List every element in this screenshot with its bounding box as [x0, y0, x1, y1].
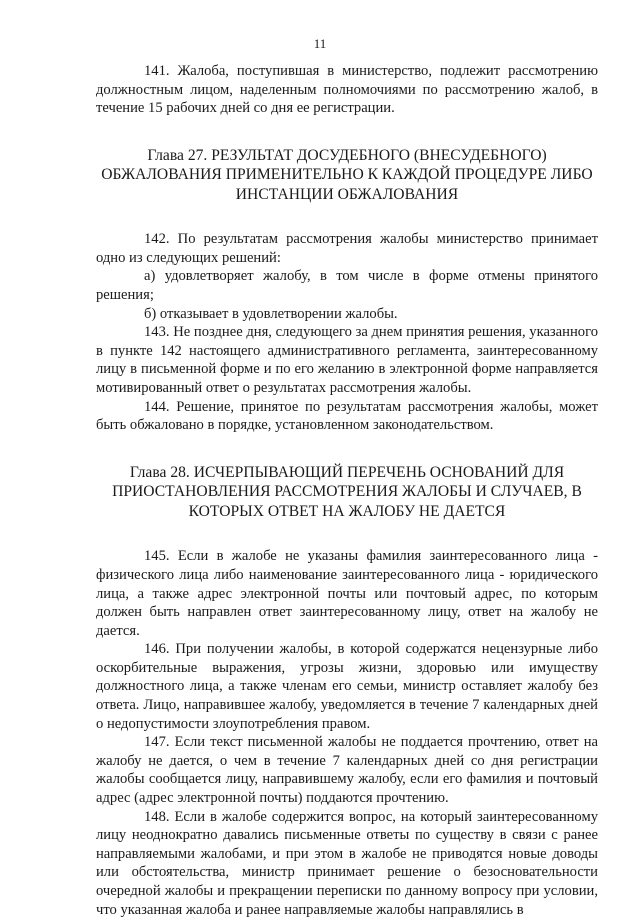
paragraph-142-a: а) удовлетворяет жалобу, в том числе в форме отмены принятого решения;	[96, 268, 598, 304]
paragraph-143: 143. Не позднее дня, следующего за днем принятия решения, указанного в пункте 142 настоящего административного регламента, заинтересованному лицу в письменной форме и по его желанию в электронной форме направляется мотивированный ответ о результатах рассмотрения жалобы.	[96, 324, 598, 397]
page-number: 11	[313, 36, 327, 51]
paragraph-144: 144. Решение, принятое по результатам рассмотрения жалобы, может быть обжаловано в порядке, установленном законодательством.	[96, 398, 598, 434]
spacer	[96, 204, 598, 230]
paragraph-148: 148. Если в жалобе содержится вопрос, на который заинтересованному лицу неоднократно давались письменные ответы по существу в связи с ранее направляемыми жалобами, и при этом в жалобе не приводятся новые доводы или обстоятельства, министр принимает решение о безосновательности очередной жалобы и прекращении переписки по данному вопросу при условии, что указанная жалоба и ранее направляемые жалобы направлялись в	[96, 808, 598, 918]
paragraph-145: 145. Если в жалобе не указаны фамилия заинтересованного лица - физического лица либо наименование заинтересованного лица - юридического лица, а также адрес электронной почты или почтовый адрес, по которым должен быть направлен ответ заинтересованному лицу, ответ на жалобу не дается.	[96, 548, 598, 639]
document-body	[96, 62, 598, 919]
spacer	[96, 435, 598, 463]
paragraph-141: 141. Жалоба, поступившая в министерство, подлежит рассмотрению должностным лицом, наделенным полномочиями по рассмотрению жалоб, в течение 15 рабочих дней со дня ее регистрации.	[96, 63, 598, 117]
spacer	[96, 521, 598, 547]
paragraph-147: 147. Если текст письменной жалобы не поддается прочтению, ответ на жалобу не дается, о чем в течение 7 календарных дней со дня регистрации жалобы сообщается лицу, направившему жалобу, если его фамилия и почтовый адрес (адрес электронной почты) поддаются прочтению.	[96, 734, 598, 807]
chapter-28-heading: Глава 28. ИСЧЕРПЫВАЮЩИЙ ПЕРЕЧЕНЬ ОСНОВАНИЙ ДЛЯ ПРИОСТАНОВЛЕНИЯ РАССМОТРЕНИЯ ЖАЛОБЫ И СЛУЧАЕВ, В КОТОРЫХ ОТВЕТ НА ЖАЛОБУ НЕ ДАЕТСЯ	[112, 463, 582, 520]
chapter-27-heading: Глава 27. РЕЗУЛЬТАТ ДОСУДЕБНОГО (ВНЕСУДЕБНОГО) ОБЖАЛОВАНИЯ ПРИМЕНИТЕЛЬНО К КАЖДОЙ ПРОЦЕДУРЕ ЛИБО ИНСТАНЦИИ ОБЖАЛОВАНИЯ	[101, 146, 593, 203]
paragraph-142-b: б) отказывает в удовлетворении жалобы.	[144, 305, 398, 322]
paragraph-142: 142. По результатам рассмотрения жалобы министерство принимает одно из следующих решений:	[96, 231, 598, 266]
paragraph-146: 146. При получении жалобы, в которой содержатся нецензурные либо оскорбительные выражения, угрозы жизни, здоровью или имуществу должностного лица, а также членам его семьи, министр оставляет жалобу без ответа. Лицо, направившее жалобу, уведомляется в течение 7 календарных дней о недопустимости злоупотребления правом.	[96, 641, 598, 732]
spacer	[96, 118, 598, 146]
